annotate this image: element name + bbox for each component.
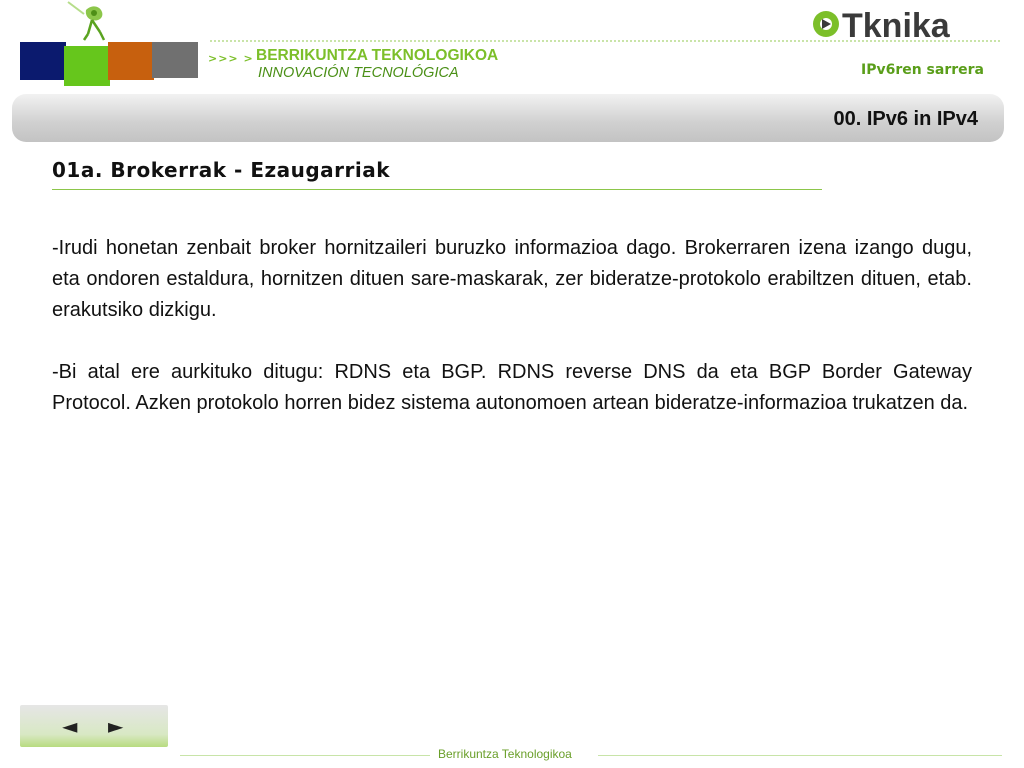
header-arrows: >>> >: [208, 52, 254, 65]
slide-title: 00. IPv6 in IPv4: [833, 108, 978, 130]
slide-navigation: [20, 705, 168, 747]
heading-underline: [52, 189, 822, 190]
tknika-logo: [812, 5, 1002, 43]
section-heading: 01a. Brokerrak - Ezaugarriak: [52, 158, 391, 182]
tagline-spanish: INNOVACIÓN TECNOLÓGICA: [258, 65, 459, 81]
presentation-subtitle: IPv6ren sarrera: [860, 62, 984, 78]
previous-slide-button[interactable]: ◄: [62, 714, 78, 738]
body-text: [52, 233, 972, 450]
footer-rule-right: [598, 755, 1002, 756]
next-slide-button[interactable]: ►: [108, 714, 124, 738]
paragraph-1: -Irudi honetan zenbait broker hornitzaileri buruzko informazioa dago. Brokerraren izena izango dugu, eta ondoren estaldura, hornitzen dituen sare-maskarak, zer bideratze-protokolo erabiltzen dituen, etab. erakutsiko dizkigu.: [52, 237, 972, 321]
title-bar: [12, 94, 1004, 142]
header-square-navy: [20, 42, 66, 80]
leaf-figure-logo-icon: [62, 0, 122, 44]
paragraph-2: -Bi atal ere aurkituko ditugu: RDNS eta BGP. RDNS reverse DNS da eta BGP Border Gateway Protocol. Azken protokolo horren bidez sistema autonomoen artean bideratze-informazioa trukatzen da.: [52, 361, 972, 414]
footer-rule-left: [180, 755, 430, 756]
header-square-orange: [108, 42, 154, 80]
footer-label: Berrikuntza Teknologikoa: [438, 747, 572, 761]
tknika-logo-text: Tknika: [842, 7, 950, 43]
header-square-gray: [152, 42, 198, 78]
tagline-basque: BERRIKUNTZA TEKNOLOGIKOA: [256, 47, 499, 64]
header-square-green: [64, 46, 110, 86]
